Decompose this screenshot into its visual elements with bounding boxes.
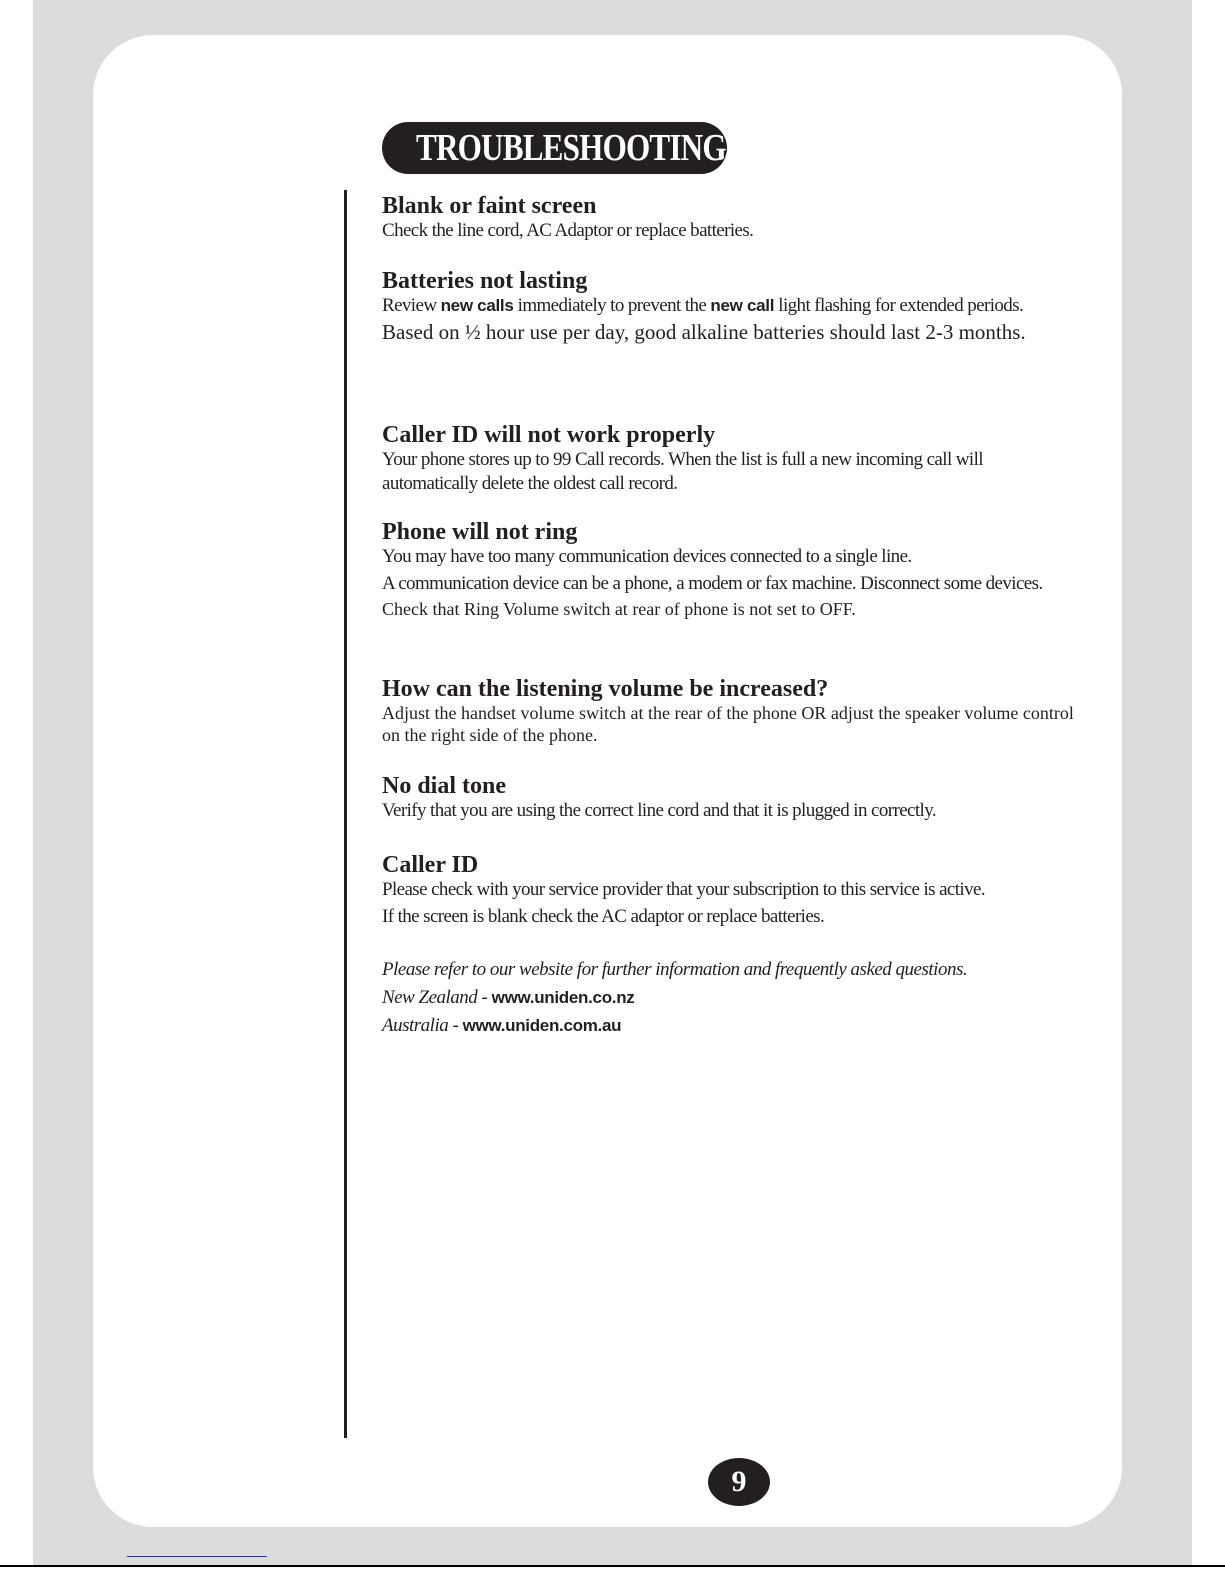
- body-text: Based on ½ hour use per day, good alkaline batteries should last 2-3 months.: [382, 320, 1026, 344]
- body-text: [382, 294, 1082, 318]
- body-text: Verify that you are using the correct line cord and that it is plugged in correctly.: [382, 800, 937, 821]
- body-text: If the screen is blank check the AC adaptor or replace batteries.: [382, 906, 825, 927]
- page-number: 9: [708, 1458, 770, 1506]
- text: immediately to prevent the: [513, 295, 711, 316]
- section-caller-id: [382, 852, 1082, 929]
- au-url-link[interactable]: www.uniden.com.au: [462, 1016, 622, 1035]
- heading: No dial tone: [382, 773, 507, 799]
- nz-website: [382, 984, 1102, 1012]
- heading: Phone will not ring: [382, 519, 578, 545]
- label: New Zealand -: [382, 987, 492, 1008]
- body-text: Check that Ring Volume switch at rear of phone is not set to OFF.: [382, 599, 856, 619]
- body-text: Please check with your service provider that your subscription to this service is active.: [382, 879, 985, 900]
- margin-rule: [344, 190, 347, 1438]
- section-no-ring: [382, 519, 1082, 620]
- section-title-banner: [382, 122, 727, 174]
- body-text: A communication device can be a phone, a modem or fax machine. Disconnect some devices.: [382, 573, 1043, 594]
- section-volume: [382, 676, 1082, 746]
- link-underline: [127, 1556, 267, 1557]
- body-text: You may have too many communication devices connected to a single line.: [382, 546, 912, 567]
- page-divider: [0, 1565, 1225, 1567]
- heading: Caller ID will not work properly: [382, 422, 716, 448]
- section-batteries: [382, 268, 1082, 344]
- keyword: new call: [710, 296, 775, 315]
- label: Australia -: [382, 1015, 463, 1036]
- section-caller-id-issue: [382, 422, 1082, 496]
- heading: Blank or faint screen: [382, 193, 597, 219]
- au-website: [382, 1012, 1102, 1040]
- section-dial-tone: [382, 773, 1082, 823]
- body-text: Your phone stores up to 99 Call records. When the list is full a new incoming call will automatically delete the oldest call record.: [382, 449, 983, 494]
- footer-note: [382, 956, 1102, 1040]
- heading: Caller ID: [382, 852, 479, 878]
- text: light flashing for extended periods.: [774, 295, 1024, 316]
- text: Review: [382, 295, 441, 316]
- section-blank-screen: [382, 193, 1082, 243]
- keyword: new calls: [440, 296, 514, 315]
- heading: Batteries not lasting: [382, 268, 588, 294]
- heading: How can the listening volume be increased?: [382, 676, 829, 702]
- body-text: Adjust the handset volume switch at the rear of the phone OR adjust the speaker volume control on the right side of the phone.: [382, 703, 1074, 745]
- section-title: TROUBLESHOOTING: [415, 127, 726, 169]
- website-note: Please refer to our website for further information and frequently asked questions.: [382, 959, 968, 980]
- nz-url-link[interactable]: www.uniden.co.nz: [491, 988, 635, 1007]
- body-text: Check the line cord, AC Adaptor or replace batteries.: [382, 220, 754, 241]
